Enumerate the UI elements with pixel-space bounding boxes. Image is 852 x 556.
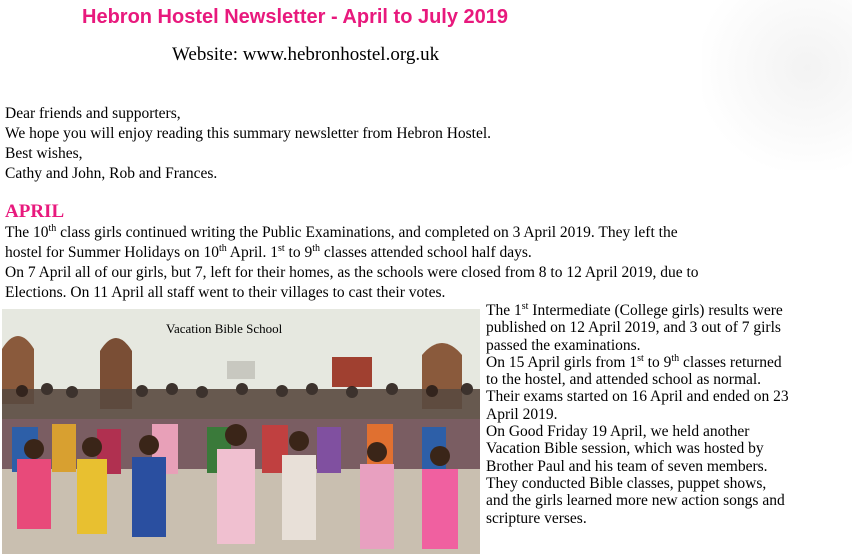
paragraph-exams [5, 223, 845, 262]
greeting-block [5, 104, 491, 184]
greeting-line: We hope you will enjoy reading this summary newsletter from Hebron Hostel. [5, 125, 492, 142]
greeting-line: Cathy and John, Rob and Frances. [5, 165, 218, 182]
article-column [486, 302, 848, 527]
superscript: st [637, 352, 644, 364]
greeting-line: Best wishes, [5, 145, 83, 162]
text-run: The 10 [5, 224, 49, 241]
paragraph-line: They conducted Bible classes, puppet shows, [486, 474, 767, 492]
photo-caption: Vacation Bible School [166, 321, 283, 336]
superscript: th [312, 242, 321, 254]
text-run: Intermediate (College girls) results were [528, 302, 783, 319]
superscript: th [218, 242, 227, 254]
paragraph-line: published on 12 April 2019, and 3 out of 7 girls [486, 319, 781, 337]
paragraph-line: passed the examinations. [486, 336, 641, 354]
paragraph-line: scripture verses. [486, 509, 587, 527]
paragraph-line: On Good Friday 19 April, we held another [486, 423, 750, 441]
text-run: classes returned [679, 353, 782, 371]
paragraph-line: Their exams started on 16 April and ended on 23 [486, 388, 789, 406]
text-run: April. 1 [226, 243, 278, 261]
photo-illustration [2, 309, 480, 554]
text-run: to 9 [643, 353, 672, 371]
paragraph-line: to the hostel, and attended school as normal. [486, 371, 762, 389]
superscript: th [48, 222, 57, 234]
text-run: The 1 [486, 302, 522, 319]
vacation-bible-school-photo [2, 309, 480, 554]
paragraph-line: Vacation Bible session, which was hosted by [486, 440, 764, 458]
text-run: to 9 [284, 243, 313, 261]
text-run: On 15 April girls from 1 [486, 353, 638, 371]
paragraph-line: April 2019. [486, 405, 558, 423]
paragraph-line [486, 302, 848, 319]
paragraph-line: Elections. On 11 April all staff went to their villages to cast their votes. [5, 283, 446, 301]
text-run: class girls continued writing the Public Examinations, and completed on 3 April 2019. They left the [56, 224, 678, 241]
newsletter-title: Hebron Hostel Newsletter - April to July 2019 [82, 6, 509, 28]
superscript: th [671, 352, 680, 364]
paragraph-line [5, 243, 845, 263]
paragraph-line [5, 223, 845, 243]
section-heading-april: APRIL [5, 201, 65, 222]
watermark-graphic [702, 0, 852, 170]
superscript: st [521, 300, 529, 312]
text-run: classes attended school half days. [320, 243, 532, 261]
superscript: st [278, 242, 285, 254]
website-line: Website: www.hebronhostel.org.uk [172, 44, 440, 65]
greeting-line: Dear friends and supporters, [5, 105, 181, 122]
text-run: hostel for Summer Holidays on 10 [5, 243, 219, 261]
paragraph-line [486, 354, 848, 371]
paragraph-line: Brother Paul and his team of seven members. [486, 457, 768, 475]
paragraph-line: and the girls learned more new action songs and [486, 492, 785, 510]
paragraph-elections [5, 263, 845, 302]
paragraph-line: On 7 April all of our girls, but 7, left for their homes, as the schools were closed from 8 to 12 April 2019, due to [5, 264, 699, 281]
